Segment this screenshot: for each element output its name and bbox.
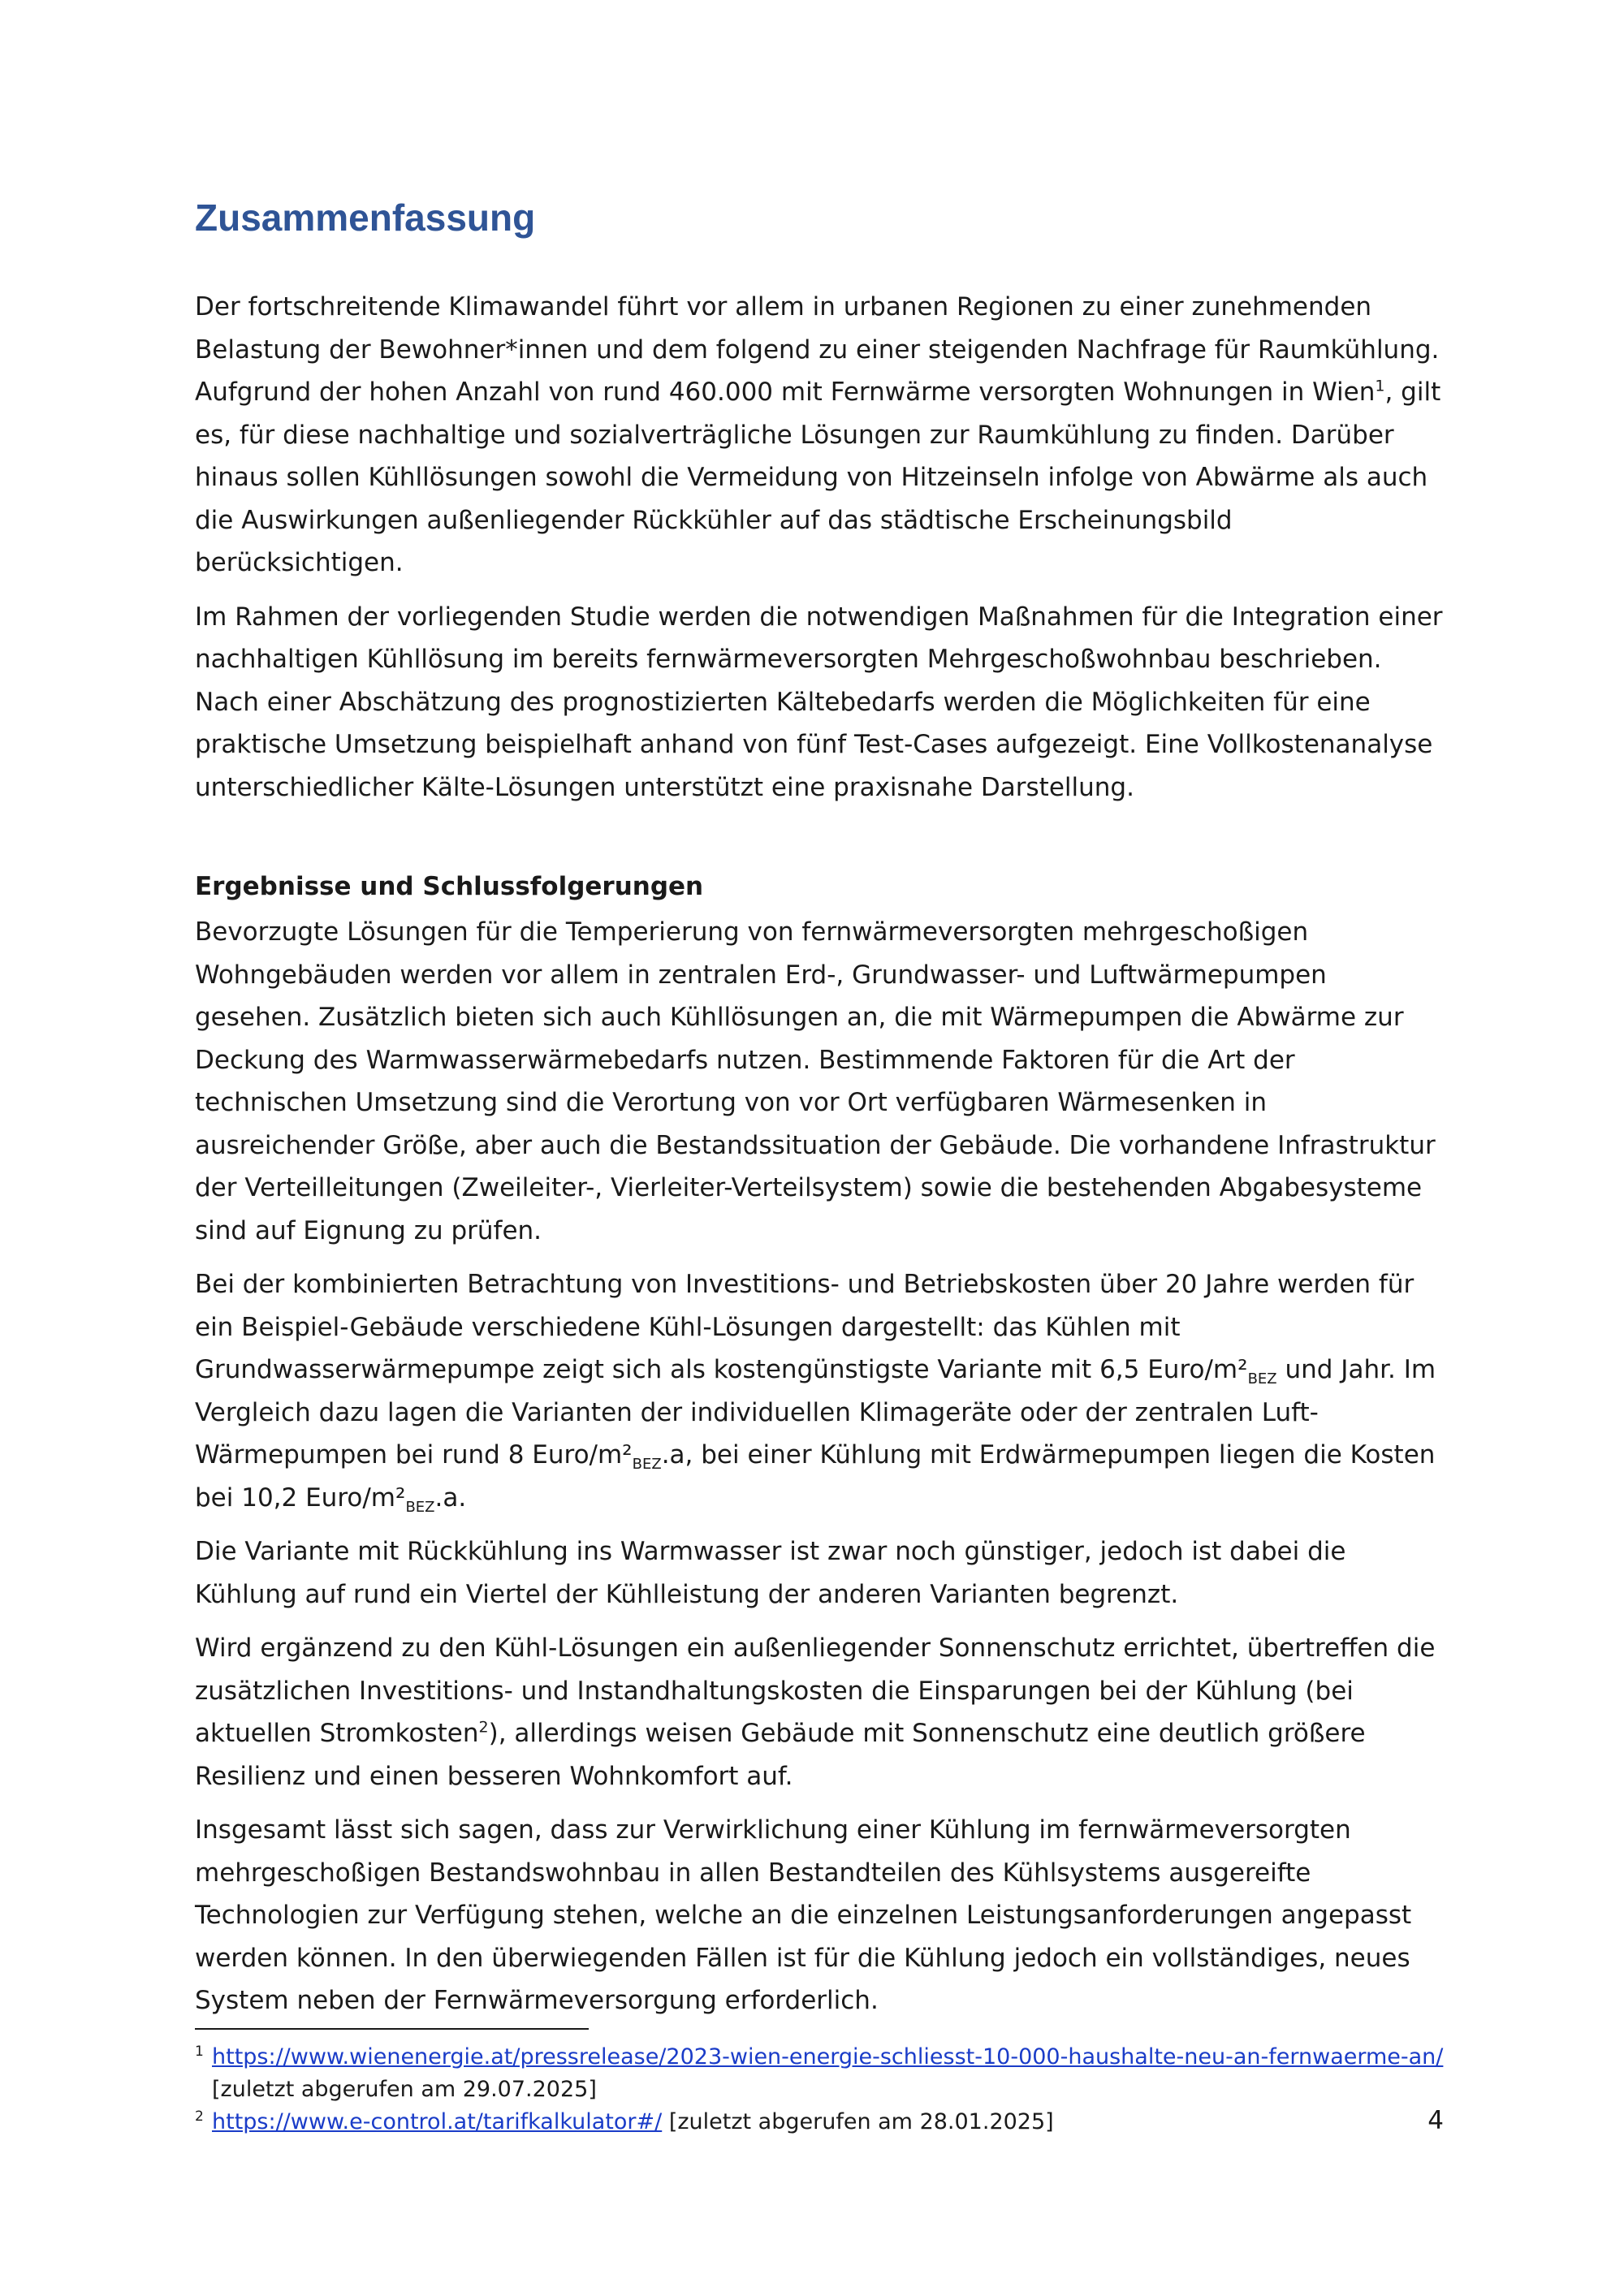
footnote-1-note: [zuletzt abgerufen am 29.07.2025]: [212, 2077, 597, 2102]
subscript-bez-3: BEZ: [405, 1498, 435, 1516]
intro-p1-text-a: Der fortschreitende Klimawandel führt vor allem in urbanen Regionen zu einer zunehmenden Belastung der Bewohner*innen und dem folgend zu einer steigenden Nachfrage für Raumkühlung. Aufgrund der hohen Anzahl von rund 460.000 mit Fernwärme versorgten Wohnungen in Wien: [195, 292, 1440, 407]
results-p2-text-b: und Jahr. Im Vergleich dazu lagen die Varianten der individuellen Klimageräte oder der zentralen Luft-Wärmepumpen bei rund 8 Euro/m²: [195, 1355, 1436, 1470]
results-p2-text-a: Bei der kombinierten Betrachtung von Investitions- und Betriebskosten über 20 Jahre werden für ein Beispiel-Gebäude verschiedene Kühl-Lösungen dargestellt: das Kühlen mit Grundwasserwärmepumpe zeigt sich als kostengünstigste Variante mit 6,5 Euro/m²: [195, 1270, 1415, 1384]
results-p2-text-c: .a, bei einer Kühlung mit Erdwärmepumpen liegen die Kosten bei 10,2 Euro/m²: [195, 1440, 1436, 1513]
page-title: Zusammenfassung: [195, 196, 536, 239]
results-paragraph-2: [195, 1263, 1445, 1519]
results-paragraph-4: [195, 1627, 1445, 1798]
results-paragraph-5: Insgesamt lässt sich sagen, dass zur Verwirklichung einer Kühlung im fernwärmeversorgten mehrgeschoßigen Bestandswohnbau in allen Bestandteilen des Kühlsystems ausgereifte Technologien zur Verfügung stehen, welche an die einzelnen Leistungsanforderungen angepasst werden können. In den überwiegenden Fällen ist für die Kühlung jedoch ein vollständiges, neues System neben der Fernwärmeversorgung erforderlich.: [195, 1815, 1412, 2015]
results-heading: Ergebnisse und Schlussfolgerungen: [195, 872, 704, 901]
subscript-bez-1: BEZ: [1247, 1370, 1277, 1388]
subscript-bez-2: BEZ: [632, 1456, 662, 1474]
results-p4-text-b: ), allerdings weisen Gebäude mit Sonnenschutz eine deutlich größere Resilienz und einen besseren Wohnkomfort auf.: [195, 1719, 1366, 1791]
footnote-2: 2 https://www.e-control.at/tarifkalkulator#/ [zuletzt abgerufen am 28.01.2025]: [195, 2108, 1054, 2134]
footnote-divider: [195, 2028, 589, 2030]
footnote-ref-2: 2: [478, 1718, 489, 1737]
footnote-ref-1: 1: [1375, 377, 1385, 395]
page-number: 4: [1427, 2106, 1444, 2135]
main-content: [195, 193, 1445, 2034]
footnote-1: 1 https://www.wienenergie.at/pressrelease/2023-wien-energie-schliesst-10-000-haushalte-neu-an-fernwaerme-an/ [zuletzt abgerufen am 29.07.2025]: [195, 2044, 1444, 2102]
results-p2-text-d: .a.: [434, 1482, 467, 1513]
footnote-1-link[interactable]: https://www.wienenergie.at/pressrelease/2023-wien-energie-schliesst-10-000-haushalte-neu-an-fernwaerme-an/: [212, 2044, 1444, 2069]
intro-p1-text-b: , gilt es, für diese nachhaltige und sozialverträgliche Lösungen zur Raumkühlung zu finden. Darüber hinaus sollen Kühllösungen sowohl die Vermeidung von Hitzeinseln infolge von Abwärme als auch die Auswirkungen außenliegender Rückkühler auf das städtische Erscheinungsbild berücksichtigen.: [195, 378, 1441, 577]
intro-paragraph-1: [195, 286, 1445, 585]
footnotes: [195, 2041, 1445, 2138]
footnote-2-link[interactable]: https://www.e-control.at/tarifkalkulator#/: [212, 2109, 663, 2134]
results-paragraph-3: Die Variante mit Rückkühlung ins Warmwasser ist zwar noch günstiger, jedoch ist dabei die Kühlung auf rund ein Viertel der Kühlleistung der anderen Varianten begrenzt.: [195, 1537, 1346, 1609]
results-paragraph-1: Bevorzugte Lösungen für die Temperierung von fernwärmeversorgten mehrgeschoßigen Wohngebäuden werden vor allem in zentralen Erd-, Grundwasser- und Luftwärmepumpen gesehen. Zusätzlich bieten sich auch Kühllösungen an, die mit Wärmepumpen die Abwärme zur Deckung des Warmwasserwärmebedarfs nutzen. Bestimmende Faktoren für die Art der technischen Umsetzung sind die Verortung von vor Ort verfügbaren Wärmesenken in ausreichender Größe, aber auch die Bestandssituation der Gebäude. Die vorhandene Infrastruktur der Verteilleitungen (Zweileiter-, Vierleiter-Verteilsystem) sowie die bestehenden Abgabesysteme sind auf Eignung zu prüfen.: [195, 917, 1436, 1245]
footnote-2-note: [zuletzt abgerufen am 28.01.2025]: [662, 2109, 1054, 2134]
intro-paragraph-2: Im Rahmen der vorliegenden Studie werden die notwendigen Maßnahmen für die Integration einer nachhaltigen Kühllösung im bereits fernwärmeversorgten Mehrgeschoßwohnbau beschrieben. Nach einer Abschätzung des prognostizierten Kältebedarfs werden die Möglichkeiten für eine praktische Umsetzung beispielhaft anhand von fünf Test-Cases aufgezeigt. Eine Vollkostenanalyse unterschiedlicher Kälte-Lösungen unterstützt eine praxisnahe Darstellung.: [195, 602, 1443, 802]
results-p4-text-a: Wird ergänzend zu den Kühl-Lösungen ein außenliegender Sonnenschutz errichtet, übertreffen die zusätzlichen Investitions- und Instandhaltungskosten die Einsparungen bei der Kühlung (bei aktuellen Stromkosten: [195, 1634, 1436, 1748]
